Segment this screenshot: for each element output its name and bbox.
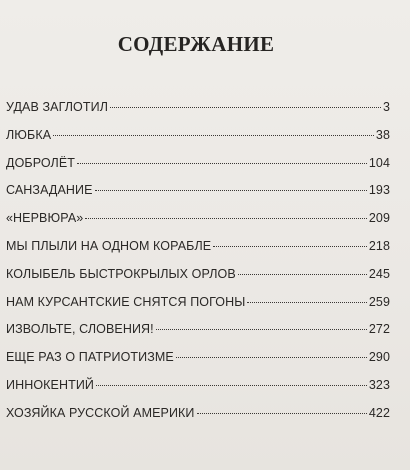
toc-dot-leader	[197, 413, 367, 414]
toc-entry	[6, 322, 390, 350]
toc-entry	[6, 211, 390, 239]
toc-entry-page: 104	[368, 155, 390, 170]
toc-entry-page: 209	[368, 211, 390, 226]
toc-dot-leader	[95, 190, 367, 191]
toc-entry	[6, 295, 390, 323]
toc-entry	[6, 267, 390, 295]
toc-entry-page: 323	[368, 377, 390, 392]
toc-entry-title: ХОЗЯЙКА РУССКОЙ АМЕРИКИ	[6, 405, 195, 420]
toc-entry-title: МЫ ПЛЫЛИ НА ОДНОМ КОРАБЛЕ	[6, 238, 212, 253]
toc-dot-leader	[156, 329, 367, 330]
toc-entry	[6, 128, 390, 156]
toc-dot-leader	[96, 385, 367, 386]
toc-entry-page: 259	[368, 294, 390, 309]
toc-entry-page: 272	[368, 322, 390, 337]
toc-entry-title: ИЗВОЛЬТЕ, СЛОВЕНИЯ!	[6, 322, 154, 337]
toc-dot-leader	[213, 246, 367, 247]
toc-dot-leader	[53, 135, 374, 136]
toc-dot-leader	[85, 218, 367, 219]
toc-entry-title: НАМ КУРСАНТСКИЕ СНЯТСЯ ПОГОНЫ	[6, 294, 246, 309]
toc-entry-title: ЛЮБКА	[6, 127, 52, 142]
toc-entry-title: «НЕРВЮРА»	[6, 211, 84, 226]
toc-dot-leader	[110, 107, 381, 108]
page-title: СОДЕРЖАНИЕ	[117, 32, 275, 56]
toc-entry-page: 245	[368, 266, 390, 281]
toc-entry-title: ДОБРОЛЁТ	[6, 155, 76, 170]
toc-entry	[6, 378, 390, 406]
toc-entry	[6, 406, 390, 434]
toc-entry-page: 38	[375, 127, 390, 142]
toc-entry	[6, 239, 390, 267]
toc-entry-page: 3	[382, 100, 390, 114]
toc-entry-title: КОЛЫБЕЛЬ БЫСТРОКРЫЛЫХ ОРЛОВ	[6, 266, 236, 281]
toc-entry-page: 193	[368, 183, 390, 198]
table-of-contents	[6, 100, 390, 434]
toc-entry-page: 290	[368, 350, 390, 365]
toc-entry-title: ЕЩЕ РАЗ О ПАТРИОТИЗМЕ	[6, 350, 174, 365]
toc-dot-leader	[247, 302, 366, 303]
toc-entry-page: 422	[368, 405, 390, 420]
toc-entry-title: САНЗАДАНИЕ	[6, 183, 93, 198]
toc-entry-title: ИННОКЕНТИЙ	[6, 377, 95, 392]
toc-entry-title: УДАВ ЗАГЛОТИЛ	[6, 100, 108, 114]
toc-entry	[6, 156, 390, 184]
toc-dot-leader	[176, 357, 367, 358]
toc-entry	[6, 350, 390, 378]
toc-dot-leader	[238, 274, 367, 275]
toc-entry-page: 218	[368, 238, 390, 253]
toc-entry	[6, 183, 390, 211]
toc-dot-leader	[77, 163, 367, 164]
toc-entry	[6, 100, 390, 128]
